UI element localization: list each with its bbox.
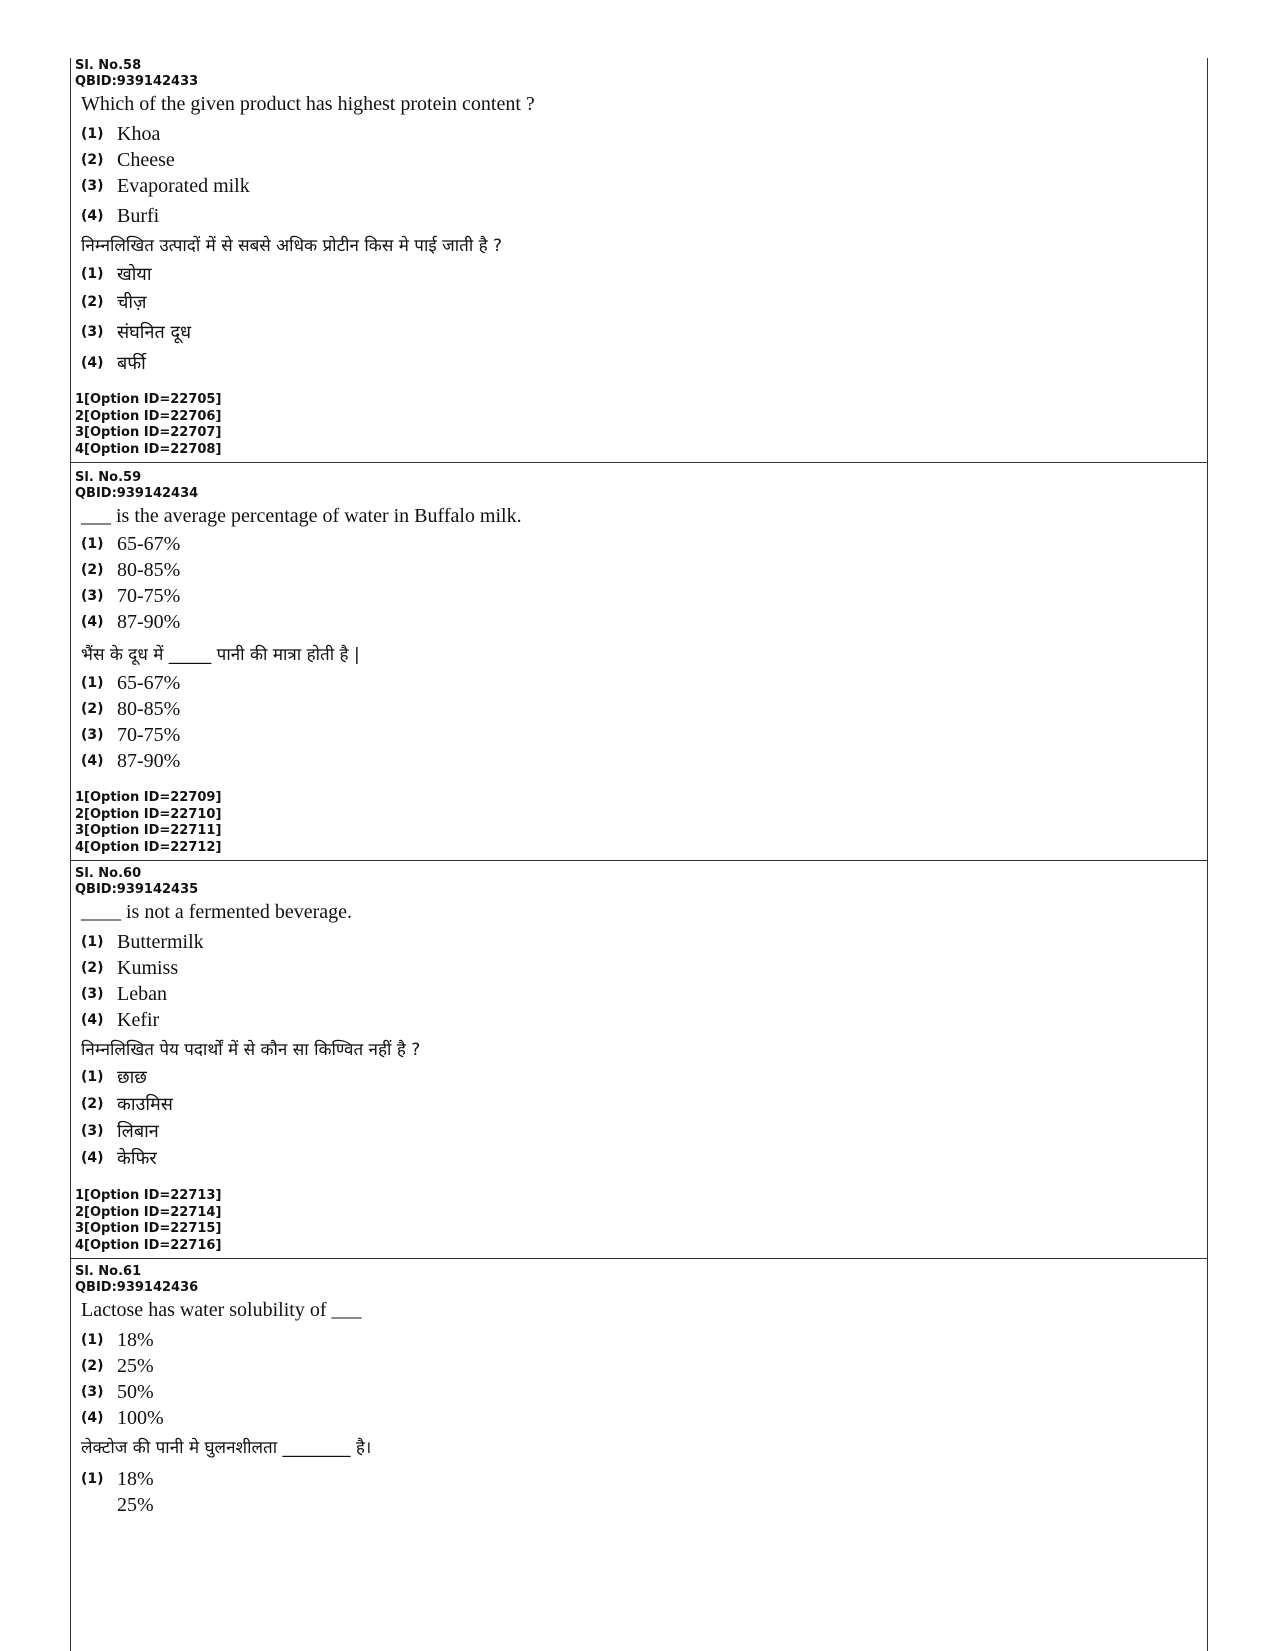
option-id: 3[Option ID=22711]: [75, 823, 222, 838]
option-number: (2): [81, 294, 104, 310]
option-number: (3): [81, 324, 104, 340]
option-number: (4): [81, 1012, 104, 1028]
option-text: 18%: [117, 1467, 154, 1490]
option-number: (1): [81, 536, 104, 552]
option-hi: [81, 695, 180, 723]
option-number: (1): [81, 1332, 104, 1348]
option-id: 1[Option ID=22713]: [75, 1188, 222, 1203]
option-number: (2): [81, 1096, 104, 1112]
question-block-59: [71, 463, 1207, 861]
option-text: Kefir: [117, 1008, 160, 1031]
option-text: बर्फी: [117, 353, 146, 374]
option-id: 3[Option ID=22707]: [75, 425, 222, 440]
option-text: 65-67%: [117, 532, 181, 555]
option-text: काउमिस: [117, 1094, 173, 1115]
question-paper-frame: [70, 58, 1208, 1651]
option-hi: [81, 721, 180, 749]
option-number: (1): [81, 675, 104, 691]
option-id: 4[Option ID=22708]: [75, 441, 222, 457]
option-number: (2): [81, 960, 104, 976]
option-en: [81, 172, 250, 200]
option-hi: [81, 288, 146, 316]
option-text: 65-67%: [117, 671, 181, 694]
option-number: (3): [81, 986, 104, 1002]
option-number: (3): [81, 588, 104, 604]
option-en: [81, 202, 159, 230]
option-hi: [81, 747, 180, 775]
option-id: 2[Option ID=22714]: [75, 1204, 222, 1220]
option-en: [81, 1352, 154, 1380]
option-id: 4[Option ID=22716]: [75, 1237, 222, 1253]
option-text: 18%: [117, 1328, 154, 1351]
option-text: 25%: [117, 1493, 154, 1516]
qbid: QBID:939142433: [75, 74, 199, 89]
option-number: (4): [81, 208, 104, 224]
option-en: [81, 556, 180, 584]
option-number: (2): [81, 152, 104, 168]
option-id-list: [71, 392, 221, 458]
option-hi: [81, 260, 152, 288]
option-id: 1[Option ID=22709]: [75, 790, 222, 805]
serial-number: Sl. No.59: [75, 470, 142, 485]
option-text: Burfi: [117, 204, 160, 227]
serial-number: Sl. No.60: [75, 866, 142, 881]
option-hi: [81, 669, 180, 697]
option-text: केफिर: [117, 1148, 157, 1169]
option-text: Kumiss: [117, 956, 179, 979]
option-en: [81, 954, 178, 982]
option-text: 80-85%: [117, 558, 181, 581]
serial-number: Sl. No.58: [75, 58, 142, 73]
qbid: QBID:939142434: [75, 486, 199, 501]
option-en: [81, 608, 180, 636]
option-text: Khoa: [117, 122, 161, 145]
option-hi: [81, 318, 191, 346]
option-number: (4): [81, 355, 104, 371]
option-number: (3): [81, 178, 104, 194]
option-id: 2[Option ID=22710]: [75, 806, 222, 822]
question-text-hi: निम्नलिखित पेय पदार्थों में से कौन सा किण्वित नहीं है ?: [81, 1040, 421, 1060]
option-id: 4[Option ID=22712]: [75, 839, 222, 855]
option-en: [81, 530, 180, 558]
option-text: 50%: [117, 1380, 154, 1403]
question-text-en: Lactose has water solubility of ___: [81, 1299, 362, 1321]
option-number: (1): [81, 934, 104, 950]
option-id: 2[Option ID=22706]: [75, 408, 222, 424]
option-hi: [81, 349, 146, 377]
option-hi: [81, 1144, 157, 1172]
option-number: (2): [81, 562, 104, 578]
option-en: [81, 146, 175, 174]
option-en: [81, 1378, 154, 1406]
option-text: खोया: [117, 264, 152, 285]
serial-number: Sl. No.61: [75, 1264, 142, 1279]
question-text-en: ___ is the average percentage of water in Buffalo milk.: [81, 505, 522, 527]
option-number: (3): [81, 1384, 104, 1400]
question-text-hi: भैंस के दूध में _____ पानी की मात्रा होती है |: [81, 645, 360, 665]
qbid: QBID:939142435: [75, 882, 199, 897]
option-en: [81, 928, 204, 956]
option-number: (2): [81, 701, 104, 717]
option-text: 87-90%: [117, 749, 181, 772]
option-en: [81, 1326, 154, 1354]
option-text: 100%: [117, 1406, 164, 1429]
question-text-hi: निम्नलिखित उत्पादों में से सबसे अधिक प्रोटीन किस मे पाई जाती है ?: [81, 236, 503, 256]
qbid: QBID:939142436: [75, 1280, 199, 1295]
option-text: 70-75%: [117, 584, 181, 607]
option-text: 87-90%: [117, 610, 181, 633]
option-number: (1): [81, 1069, 104, 1085]
question-text-en: Which of the given product has highest protein content ?: [81, 93, 535, 115]
option-en: [81, 1006, 159, 1034]
option-en: [81, 1404, 164, 1432]
option-en: [81, 980, 167, 1008]
option-id: 3[Option ID=22715]: [75, 1221, 222, 1236]
option-number: (3): [81, 727, 104, 743]
option-text: Buttermilk: [117, 930, 204, 953]
option-text: 80-85%: [117, 697, 181, 720]
option-number: (4): [81, 614, 104, 630]
question-block-58: [71, 58, 1207, 463]
option-id-list: [71, 1188, 221, 1254]
option-hi: [81, 1491, 154, 1519]
option-en: [81, 120, 160, 148]
question-block-61: [71, 1259, 1207, 1651]
option-number: (1): [81, 1471, 104, 1487]
option-text: Leban: [117, 982, 167, 1005]
option-text: Evaporated milk: [117, 174, 250, 197]
option-number: (1): [81, 126, 104, 142]
option-hi: [81, 1063, 147, 1091]
option-text: 25%: [117, 1354, 154, 1377]
option-hi: [81, 1090, 173, 1118]
option-text: Cheese: [117, 148, 175, 171]
option-text: छाछ: [117, 1067, 147, 1088]
option-hi: [81, 1117, 159, 1145]
option-number: (3): [81, 1123, 104, 1139]
option-id: 1[Option ID=22705]: [75, 392, 222, 407]
option-number: (1): [81, 266, 104, 282]
question-text-en: ____ is not a fermented beverage.: [81, 901, 353, 923]
option-number: (4): [81, 1410, 104, 1426]
option-en: [81, 582, 180, 610]
option-text: संघनित दूध: [117, 322, 192, 343]
option-id-list: [71, 790, 221, 856]
option-text: लिबान: [117, 1121, 159, 1142]
option-number: (2): [81, 1358, 104, 1374]
option-text: 70-75%: [117, 723, 181, 746]
option-text: चीज़: [117, 292, 147, 313]
question-block-60: [71, 861, 1207, 1259]
question-text-hi: लेक्टोज की पानी मे घुलनशीलता ________ है।: [81, 1438, 372, 1458]
option-number: (4): [81, 1150, 104, 1166]
option-number: (4): [81, 753, 104, 769]
option-hi: [81, 1465, 154, 1493]
